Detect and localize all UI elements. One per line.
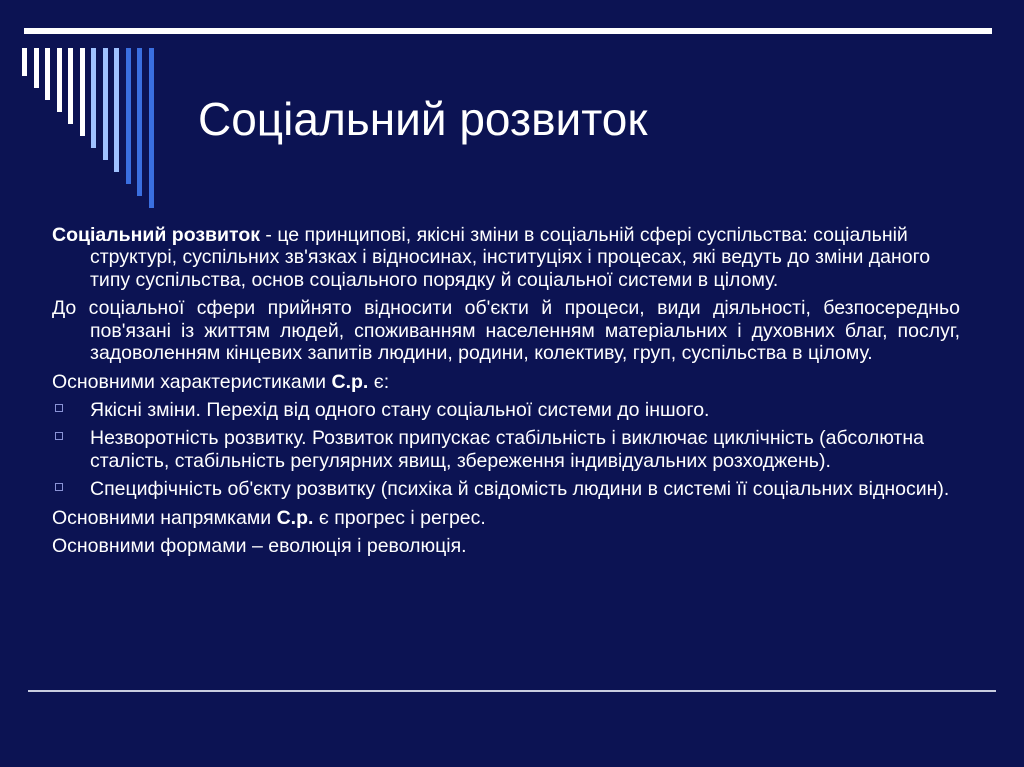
bullet-item (52, 478, 960, 500)
definition-paragraph (52, 224, 960, 291)
characteristics-suffix: є: (368, 370, 390, 393)
square-bullet-icon (55, 483, 63, 491)
bullet-text: Якісні зміни. Перехід від одного стану соціальної системи до іншого. (90, 398, 710, 421)
square-bullet-icon (55, 432, 63, 440)
sphere-paragraph: До соціальної сфери прийнято відносити об'єкти й процеси, види діяльності, безпосередньо пов'язані із життям людей, споживанням населенням матеріальних і духовних благ, послуг, задоволенням кінцевих запитів людини, родини, колективу, груп, суспільства в цілому. (52, 297, 960, 365)
decorative-stripe (103, 48, 108, 160)
directions-prefix: Основними напрямками (52, 506, 277, 529)
directions-suffix: є прогрес і регрес. (313, 506, 486, 529)
decorative-stripe (126, 48, 131, 184)
decorative-stripe (45, 48, 50, 100)
bullet-text: Незворотність розвитку. Розвиток припускає стабільність і виключає циклічність (абсолютна сталість, стабільність регулярних явищ, збереження індивідуальних розходжень). (90, 427, 924, 472)
decorative-stripe (68, 48, 73, 124)
decorative-stripe (80, 48, 85, 136)
directions-paragraph (52, 507, 960, 529)
characteristics-prefix: Основними характеристиками (52, 370, 332, 393)
directions-abbr: С.р. (276, 506, 314, 529)
decorative-stripe (34, 48, 39, 88)
square-bullet-icon (55, 404, 63, 412)
characteristics-intro (52, 371, 960, 393)
decorative-stripe (149, 48, 154, 208)
definition-text: - це принципові, якісні зміни в соціальній сфері суспільства: соціальній структурі, суспільних зв'язках і відносинах, інституціях і процесах, які ведуть до зміни даного типу суспільства, основ соціального порядку й соціальної системи в цілому. (90, 224, 931, 291)
decorative-stripes (22, 48, 172, 208)
bullet-item (52, 427, 960, 472)
definition-term: Соціальний розвиток (52, 224, 260, 246)
bottom-divider (28, 690, 996, 692)
slide-title: Соціальний розвиток (198, 93, 648, 145)
decorative-stripe (114, 48, 119, 172)
decorative-stripe (137, 48, 142, 196)
decorative-stripe (57, 48, 62, 112)
bullet-text: Специфічність об'єкту розвитку (психіка й свідомість людини в системі її соціальних відносин). (90, 478, 950, 501)
decorative-stripe (91, 48, 96, 148)
decorative-stripe (22, 48, 27, 76)
forms-paragraph: Основними формами – еволюція і революція. (52, 535, 467, 558)
bullet-item (52, 399, 960, 421)
characteristics-abbr: С.р. (331, 370, 369, 393)
slide-content (52, 224, 960, 563)
top-divider (24, 28, 992, 34)
